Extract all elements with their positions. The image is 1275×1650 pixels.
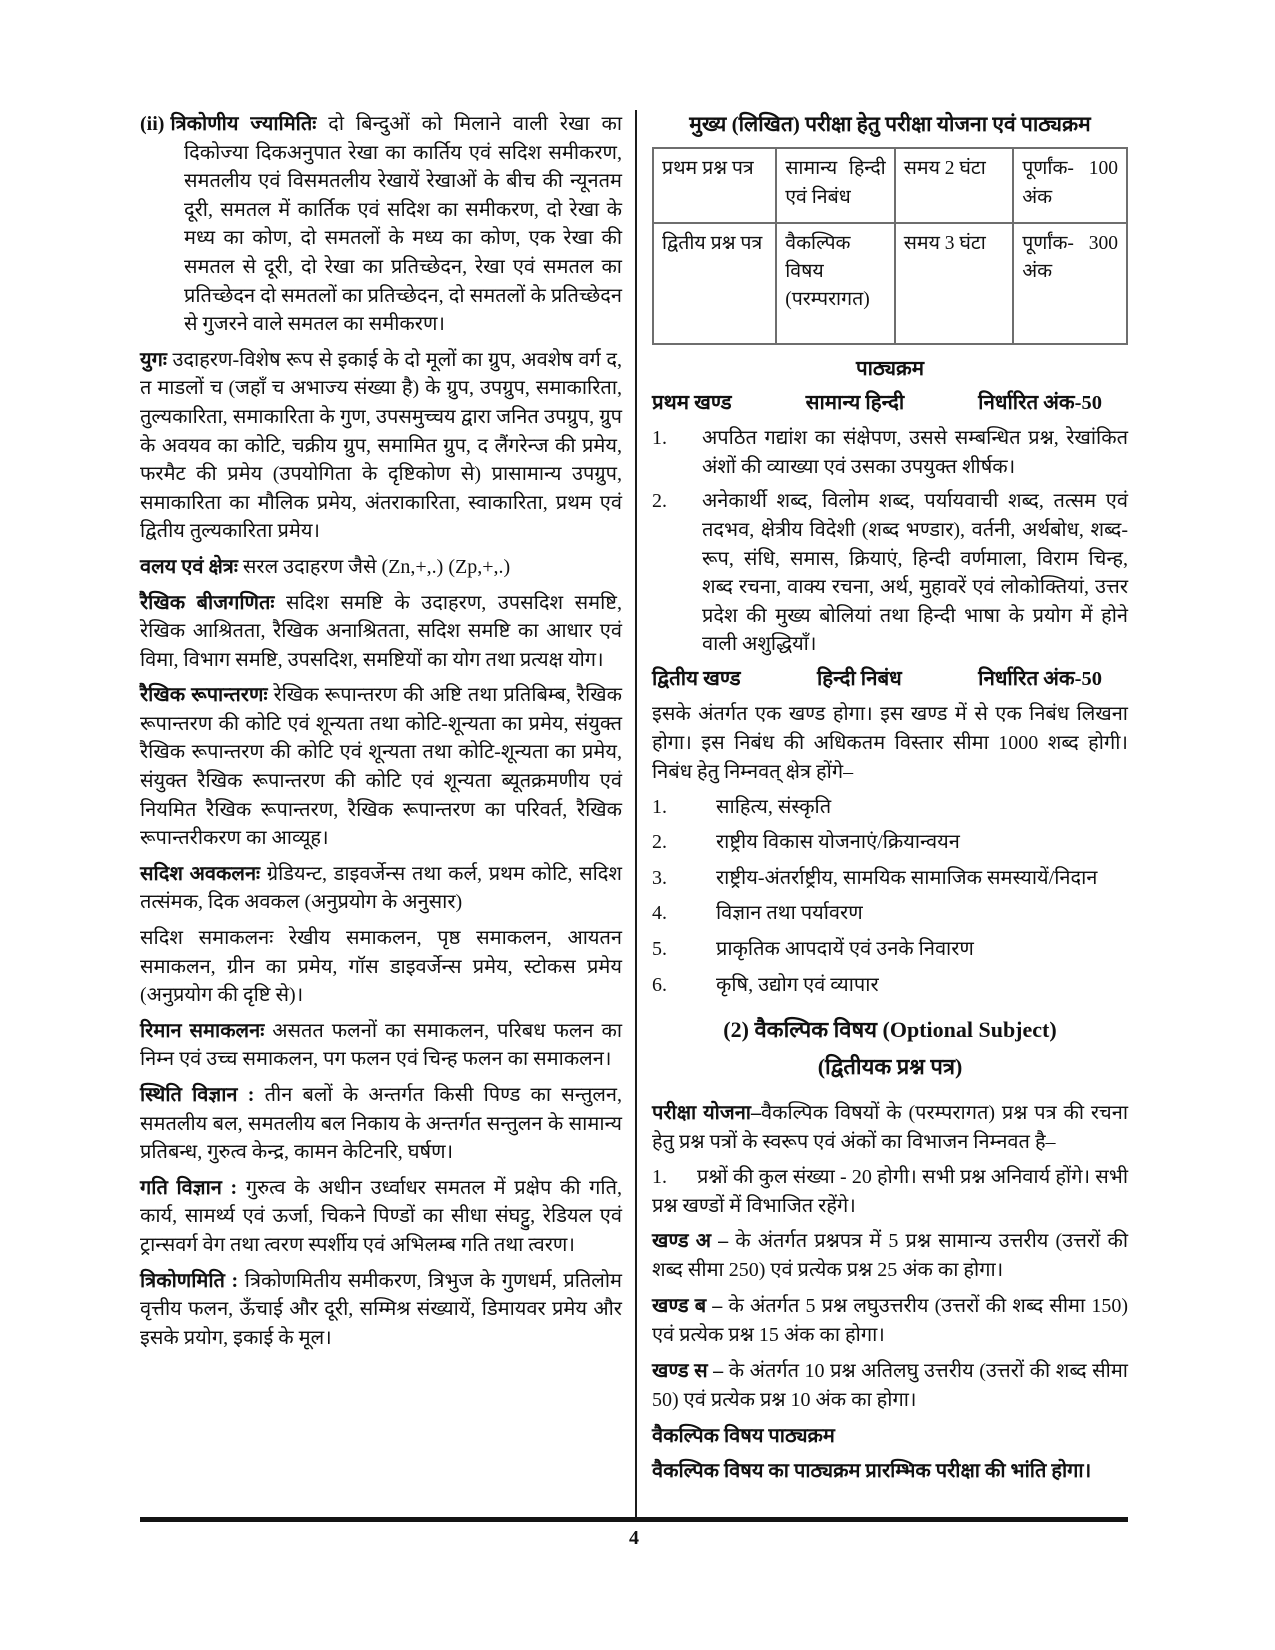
section-text: सरल उदाहरण जैसे (Zn,+,.) (Zp,+,.) xyxy=(242,555,511,578)
exam-plan-text: वैकल्पिक विषयों के (परम्परागत) प्रश्न पत्र की रचना हेतु प्रश्न पत्रों के स्वरूप एवं अंकों का विभाजन निम्नवत है– xyxy=(652,1102,1129,1154)
section-text: सदिश समष्टि के उदाहरण, उपसदिश समष्टि, रेखिक आश्रितता, रैखिक अनाश्रितता, सदिश समष्टि का आधार एवं विमा, विभाग समष्टि, उपसदिश, समष्टियों का योग तथा प्रत्यक्ष योग। xyxy=(140,591,622,671)
essay-topic-item xyxy=(652,864,1128,893)
section-riman-samakalan xyxy=(140,1017,622,1074)
khand-c-paragraph xyxy=(652,1357,1128,1415)
section-text: उदाहरण-विशेष रूप से इकाई के दो मूलों का ग्रुप, अवशेष वर्ग द, त माडलों च (जहाँ च अभाज्य संख्या है) के ग्रुप, उपग्रुप, समाकारिता, तुल्यकारिता, समाकारिता के गुण, उपसमुच्चय द्वारा जनित उपग्रुप, ग्रुप के अवयव का कोटि, चक्रीय ग्रुप, समामित ग्रुप, द लैंगरेन्ज की प्रमेय, फरमैट की प्रमेय (उपयोगिता के दृष्टिकोण से) प्रासामान्य उपग्रुप, समाकारिता का मौलिक प्रमेय, अंतराकारिता, स्वाकारिता, प्रथम एवं द्वितीय तुल्यकारिता प्रमेय। xyxy=(140,348,622,543)
part2-subject-label: हिन्दी निबंध xyxy=(816,667,902,690)
section-sthiti-vigyan xyxy=(140,1081,622,1167)
item-text: राष्ट्रीय विकास योजनाएं/क्रियान्वयन xyxy=(716,831,960,854)
essay-topic-item xyxy=(652,793,1128,822)
item-number: 6. xyxy=(652,973,667,996)
subject-cell: वैकल्पिक विषय (परम्परागत) xyxy=(776,223,895,344)
section-gati-vigyan xyxy=(140,1174,622,1260)
part2-khand-label: द्वितीय खण्ड xyxy=(652,667,741,690)
item-number: 1. xyxy=(652,795,667,818)
section-lead: रिमान समाकलनः xyxy=(140,1019,265,1042)
khand-c-text: के अंतर्गत 10 प्रश्न अतिलघु उत्तरीय (उत्तरों की शब्द सीमा 50) एवं प्रत्येक प्रश्न 10 अंक का होगा। xyxy=(652,1360,1128,1412)
section-text: ग्रेडियन्ट, डाइवर्जेन्स तथा कर्ल, प्रथम कोटि, सदिश तत्संमक, दिक अवकल (अनुप्रयोग के अनुसार) xyxy=(140,862,622,914)
section-yug xyxy=(140,346,622,546)
optional-subject-subtitle: (द्वितीयक प्रश्न पत्र) xyxy=(817,1054,963,1080)
list-item xyxy=(652,487,1128,659)
exam-scheme-table xyxy=(652,147,1128,344)
subject-cell: सामान्य हिन्दी एवं निबंध xyxy=(776,148,895,223)
section-text: असतत फलनों का समाकलन, परिबध फलन का निम्न एवं उच्च समाकलन, पग फलन एवं चिन्ह फलन का समाकलन। xyxy=(140,1019,623,1071)
page-content xyxy=(140,110,1128,1517)
part2-marks-label: निर्धारित अंक-50 xyxy=(978,667,1102,690)
paper-name-cell: प्रथम प्रश्न पत्र xyxy=(653,148,776,223)
page-number: 4 xyxy=(629,1527,639,1549)
section-sadish-avkalan xyxy=(140,860,622,917)
optional-syllabus-note: वैकल्पिक विषय का पाठ्यक्रम प्रारम्भिक परीक्षा की भांति होगा। xyxy=(652,1460,1092,1483)
item-number: 3. xyxy=(652,866,667,889)
section-lead: रैखिक बीजगणितः xyxy=(140,591,275,614)
section-lead: वलय एवं क्षेत्रः xyxy=(140,555,238,578)
right-column xyxy=(652,110,1128,1517)
left-column xyxy=(140,110,622,1517)
optional-subject-title: (2) वैकल्पिक विषय (Optional Subject) xyxy=(723,1017,1057,1043)
part1-subject-label: सामान्य हिन्दी xyxy=(805,392,905,415)
section-text: सदिश समाकलनः रेखीय समाकलन, पृष्ठ समाकलन, आयतन समाकलन, ग्रीन का प्रमेय, गॉस डाइवर्जेन्स प्रमेय, स्टोकस प्रमेय (अनुप्रयोग की दृष्टि से)। xyxy=(140,927,622,1007)
item-number: 1. xyxy=(652,427,667,450)
khand-a-paragraph xyxy=(652,1227,1128,1285)
section-text: तीन बलों के अन्तर्गत किसी पिण्ड का सन्तुलन, समतलीय बल, समतलीय बल निकाय के अन्तर्गत सन्तुलन के सामान्य प्रतिबन्ध, गुरुत्व केन्द्र, कामन केटिनरि, घर्षण। xyxy=(140,1084,623,1164)
table-row xyxy=(653,148,1127,223)
marks-cell: पूर्णांक- 100 अंक xyxy=(1013,148,1127,223)
section-trikonIya-jyamiti xyxy=(140,110,622,339)
khand-b-lead: खण्ड ब – xyxy=(652,1295,723,1318)
item-text: विज्ञान तथा पर्यावरण xyxy=(716,902,863,925)
section-trikonmiti xyxy=(140,1267,622,1353)
section-raikhik-rupantaran xyxy=(140,681,622,853)
section-text: दो बिन्दुओं को मिलाने वाली रेखा का दिकोज्या दिकअनुपात रेखा का कार्तिय एवं सदिश समीकरण, समतलीय एवं विसमतलीय रेखायें रेखाओं के बीच की न्यूनतम दूरी, समतल में कार्तिक एवं सदिश का समीकरण, दो रेखा के मध्य का कोण, दो समतलों के मध्य का कोण, एक रेखा की समतल से दूरी, दो रेखा का प्रतिच्छेदन, रेखा एवं समतल का प्रतिच्छेदन दो समतलों का प्रतिच्छेदन, दो समतलों के प्रतिच्छेदन से गुजरने वाले समतल का समीकरण। xyxy=(184,113,622,336)
part2-intro: इसके अंतर्गत एक खण्ड होगा। इस खण्ड में से एक निबंध लिखना होगा। इस निबंध की अधिकतम विस्तार सीमा 1000 शब्द होगी। निबंध हेतु निम्नवत् क्षेत्र होंगे– xyxy=(652,702,1128,783)
item-marker: (ii) xyxy=(140,113,165,135)
khand-a-lead: खण्ड अ – xyxy=(652,1230,729,1253)
section-lead: सदिश अवकलनः xyxy=(140,862,261,885)
section-lead: रैखिक रूपान्तरणः xyxy=(140,684,268,707)
section-lead: स्थिति विज्ञान : xyxy=(140,1084,255,1106)
item-text: साहित्य, संस्कृति xyxy=(716,795,832,818)
footer-rule xyxy=(140,1517,1128,1522)
section-valay-kshetra xyxy=(140,553,622,582)
item-number: 5. xyxy=(652,937,667,960)
khand-a-text: के अंतर्गत प्रश्नपत्र में 5 प्रश्न सामान्य उत्तरीय (उत्तरों की शब्द सीमा 250) एवं प्रत्येक प्रश्न 25 अंक का होगा। xyxy=(652,1230,1129,1282)
essay-topic-item xyxy=(652,971,1128,1000)
optional-syllabus-heading: वैकल्पिक विषय पाठ्यक्रम xyxy=(652,1425,835,1448)
marks-cell: पूर्णांक- 300 अंक xyxy=(1013,223,1127,344)
point-number: 1. xyxy=(652,1166,667,1189)
mains-exam-heading: मुख्य (लिखित) परीक्षा हेतु परीक्षा योजना एवं पाठ्यक्रम xyxy=(689,112,1091,136)
list-item xyxy=(652,424,1128,481)
exam-plan-paragraph xyxy=(652,1099,1128,1157)
item-text: अपठित गद्यांश का संक्षेपण, उससे सम्बन्धित प्रश्न, रेखांकित अंशों की व्याख्या एवं उसका उपयुक्त शीर्षक। xyxy=(702,427,1128,478)
time-cell: समय 3 घंटा xyxy=(895,223,1014,344)
section-sadish-samakalan xyxy=(140,924,622,1010)
item-text: अनेकार्थी शब्द, विलोम शब्द, पर्यायवाची शब्द, तत्सम एवं तदभव, क्षेत्रीय विदेशी (शब्द भण्डार), वर्तनी, अर्थबोध, शब्द-रूप, संधि, समास, क्रियाएं, हिन्दी वर्णमाला, विराम चिन्ह, शब्द रचना, वाक्य रचना, अर्थ, मुहावरें एवं लोकोक्तियां, उत्तर प्रदेश की मुख्य बोलियां तथा हिन्दी भाषा के प्रयोग में होने वाली अशुद्धियाँ। xyxy=(702,490,1128,656)
essay-topic-item xyxy=(652,935,1128,964)
section-lead: गति विज्ञान : xyxy=(140,1176,238,1199)
item-text: प्राकृतिक आपदायें एवं उनके निवारण xyxy=(716,937,974,960)
essay-topic-item xyxy=(652,828,1128,857)
section-text: गुरुत्व के अधीन उर्ध्वाधर समतल में प्रक्षेप की गति, कार्य, सामर्थ्य एवं ऊर्जा, चिकने पिण्डों का सीधा संघट्टु, रेडियल एवं ट्रान्सवर्ग वेग तथा त्वरण स्पर्शीय एवं अभिलम्ब गति तथा त्वरण। xyxy=(140,1176,623,1256)
section-text: त्रिकोणमितीय समीकरण, त्रिभुज के गुणधर्म, प्रतिलोम वृत्तीय फलन, ऊँचाई और दूरी, सम्मिश्र संख्यायें, डिमायवर प्रमेय और इसके प्रयोग, इकाई के मूल। xyxy=(140,1269,623,1349)
two-column-layout xyxy=(140,110,1128,1517)
khand-c-lead: खण्ड स – xyxy=(652,1360,724,1383)
essay-topic-item xyxy=(652,899,1128,928)
time-cell: समय 2 घंटा xyxy=(895,148,1014,223)
section-lead: त्रिकोणीय ज्यामितिः xyxy=(170,113,317,135)
section-lead: त्रिकोणमिति : xyxy=(140,1269,239,1292)
item-number: 2. xyxy=(652,490,667,513)
part2-header xyxy=(652,665,1128,695)
section-lead: युगः xyxy=(140,348,167,371)
syllabus-title: पाठ्यक्रम xyxy=(855,357,925,380)
exam-plan-lead: परीक्षा योजना– xyxy=(652,1102,761,1125)
total-questions-paragraph xyxy=(652,1163,1128,1221)
section-raikhik-bijganit xyxy=(140,589,622,675)
table-row xyxy=(653,223,1127,344)
item-text: कृषि, उद्योग एवं व्यापार xyxy=(716,973,879,996)
item-number: 2. xyxy=(652,831,667,854)
item-text: राष्ट्रीय-अंतर्राष्ट्रीय, सामयिक सामाजिक समस्यायें/निदान xyxy=(716,866,1098,889)
part1-khand-label: प्रथम खण्ड xyxy=(652,392,732,415)
item-number: 4. xyxy=(652,902,667,925)
point-text: प्रश्नों की कुल संख्या - 20 होगी। सभी प्रश्न अनिवार्य होंगे। सभी प्रश्न खण्डों में विभाजित रहेंगे। xyxy=(652,1166,1128,1218)
khand-b-text: के अंतर्गत 5 प्रश्न लघुउत्तरीय (उत्तरों की शब्द सीमा 150) एवं प्रत्येक प्रश्न 15 अंक का होगा। xyxy=(652,1295,1129,1347)
section-text: रेखिक रूपान्तरण की अष्टि तथा प्रतिबिम्ब, रैखिक रूपान्तरण की कोटि एवं शून्यता तथा कोटि-शून्यता का प्रमेय, संयुक्त रैखिक रूपान्तरण की कोटि एवं शून्यता तथा कोटि-शून्यता का प्रमेय, संयुक्त रैखिक रूपान्तरण की कोटि एवं शून्यता ब्यूतक्रमणीय एवं नियमित रैखिक रूपान्तरण, रैखिक रूपान्तरण का परिवर्त, रैखिक रूपान्तरीकरण का आव्यूह। xyxy=(140,684,622,850)
part1-marks-label: निर्धारित अंक-50 xyxy=(978,392,1102,415)
khand-b-paragraph xyxy=(652,1292,1128,1350)
paper-name-cell: द्वितीय प्रश्न पत्र xyxy=(653,223,776,344)
column-divider-rule xyxy=(635,110,637,1517)
part1-header xyxy=(652,389,1128,419)
